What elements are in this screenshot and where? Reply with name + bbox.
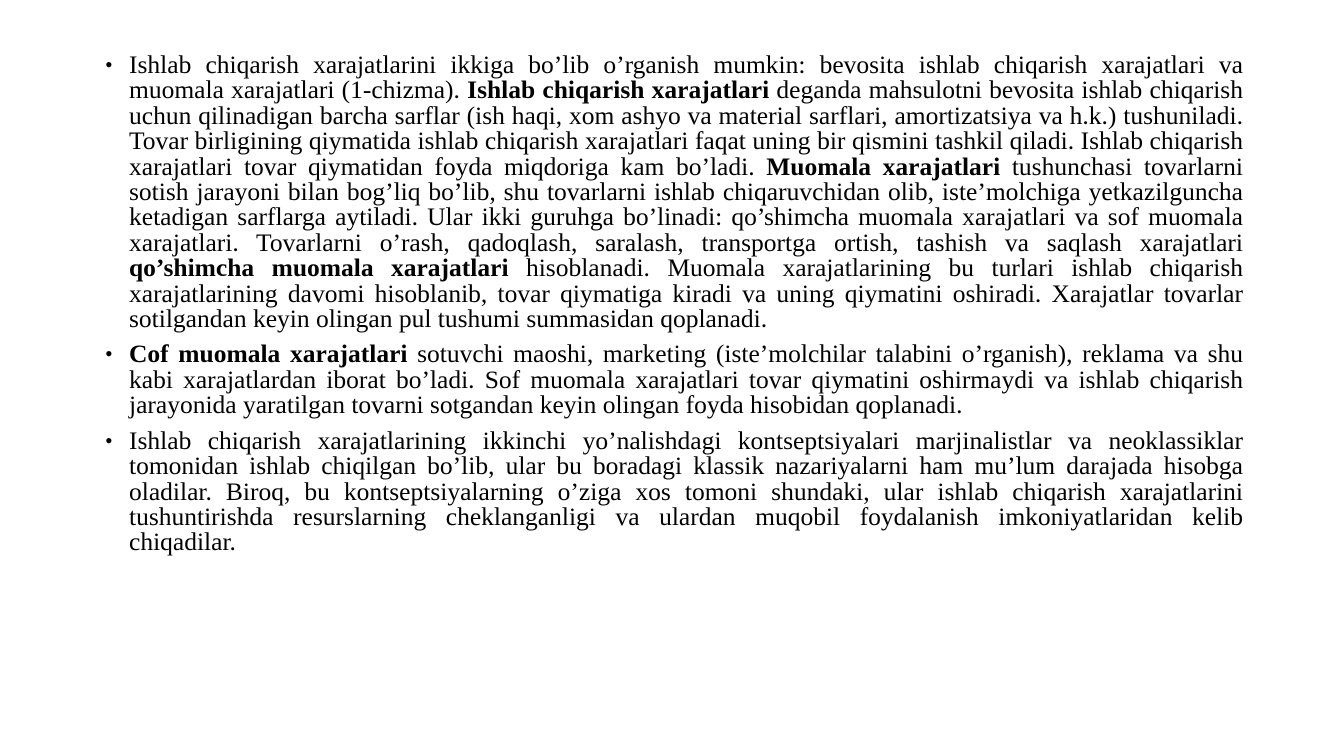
bold-term: Ishlab chiqarish xarajatlari [467,75,770,105]
bullet-text: tushunchasi tovarlarni sotish jarayoni bilan bog’liq bo’lib, shu tovarlarni ishlab chiqaruvchidan olib, iste’molchiga yetkazilguncha ketadigan sarflarga aytiladi. Ular ikki guruhga bo’linadi: qo’shimcha muomala xarajatlari va sof muomala xarajatlari. Tovarlarni o’rash, qadoqlash, saralash, transportga ortish, tashish va saqlash xarajatlari [129,151,1243,257]
bullet-mark: • [105,427,113,453]
bullet-list [105,52,1243,565]
bullet-text: deganda mahsulotni bevosita ishlab chiqarish uchun qilinadigan barcha sarflar (ish haqi, xom ashyo va material sarflari, amortizatsiya va h.k.) tushuniladi. Tovar birligining qiymatida ishlab chiqarish xarajatlari faqat uning bir qismini tashkil qiladi. Ishlab chiqarish xarajatlari tovar qiymatidan foyda miqdoriga kam bo’ladi. [129,75,1243,181]
bullet-text: Ishlab chiqarish xarajatlarini ikkiga bo’lib o’rganish mumkin: bevosita ishlab chiqarish xarajatlari va muomala xarajatlari (1-chizma). [129,50,1243,105]
bullet-text: hisoblanadi. Muomala xarajatlarining bu turlari ishlab chiqarish xarajatlarining davomi hisoblanib, tovar qiymatiga kiradi va uning qiymatini oshiradi. Xarajatlar tovarlar sotilgandan keyin olingan pul tushumi summasidan qoplanadi. [129,253,1243,334]
bullet-mark: • [105,341,113,367]
bullet-item [105,339,1243,420]
bullet-item [105,425,1243,557]
bold-term: qo’shimcha muomala xarajatlari [129,253,509,283]
bullet-text: sotuvchi maoshi, marketing (iste’molchilar talabini o’rganish), reklama va shu kabi xarajatlardan iborat bo’ladi. Sof muomala xarajatlari tovar qiymatini oshirmaydi va ishlab chiqarish jarayonida yaratilgan tovarni sotgandan keyin olingan foyda hisobidan qoplanadi. [129,339,1243,420]
bold-term: Muomala xarajatlari [766,151,1001,181]
bullet-mark: • [105,52,113,77]
bold-term: Cof muomala xarajatlari [129,339,408,369]
bullet-text: Ishlab chiqarish xarajatlarining ikkinchi yo’nalishdagi kontseptsiyalari marjinalistlar va neoklassiklar tomonidan ishlab chiqilgan bo’lib, ular bu boradagi klassik nazariyalarni ham mu’lum darajada hisobga oladilar. Biroq, bu kontseptsiyalarning o’ziga xos tomoni shundaki, ular ishlab chiqarish xarajatlarini tushuntirishda resurslarning cheklanganligi va ulardan muqobil foydalanish imkoniyatlaridan kelib chiqadilar. [129,425,1243,557]
bullet-item [105,50,1243,334]
